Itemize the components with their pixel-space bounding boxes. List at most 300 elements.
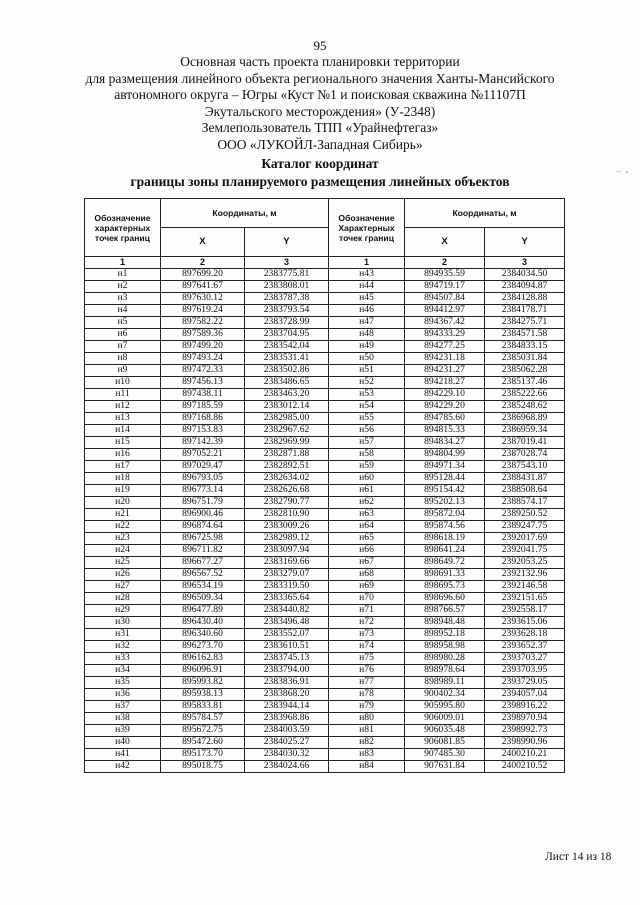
coord-y-cell: 2383319.50 — [245, 581, 329, 593]
header-designation-left: Обозначение характерных точек границ — [85, 199, 161, 257]
coord-y-cell: 2384024.66 — [245, 761, 329, 773]
table-row — [85, 641, 565, 653]
point-id-cell: н70 — [329, 593, 405, 605]
table-row — [85, 725, 565, 737]
coord-x-cell: 897029.47 — [161, 461, 245, 473]
point-id-cell: н22 — [85, 521, 161, 533]
coord-y-cell: 2398916.22 — [485, 701, 565, 713]
coord-x-cell: 896900.46 — [161, 509, 245, 521]
page-number: 95 — [313, 38, 327, 53]
coord-y-cell: 2383502.86 — [245, 365, 329, 377]
table-row — [85, 509, 565, 521]
coord-x-cell: 898696.60 — [405, 593, 485, 605]
point-id-cell: н18 — [85, 473, 161, 485]
point-id-cell: н8 — [85, 353, 161, 365]
coord-y-cell: 2400210.21 — [485, 749, 565, 761]
point-id-cell: н56 — [329, 425, 405, 437]
coord-x-cell: 896793.05 — [161, 473, 245, 485]
point-id-cell: н73 — [329, 629, 405, 641]
point-id-cell: н52 — [329, 377, 405, 389]
coordinate-table — [84, 198, 565, 773]
coord-y-cell: 2389247.75 — [485, 521, 565, 533]
point-id-cell: н55 — [329, 413, 405, 425]
coord-y-cell: 2382967.62 — [245, 425, 329, 437]
point-id-cell: н5 — [85, 317, 161, 329]
table-row — [85, 593, 565, 605]
coord-y-cell: 2382985.00 — [245, 413, 329, 425]
table-row — [85, 533, 565, 545]
coord-x-cell: 894971.34 — [405, 461, 485, 473]
table-row — [85, 281, 565, 293]
point-id-cell: н43 — [329, 269, 405, 281]
table-row — [85, 413, 565, 425]
coord-y-cell: 2383279.07 — [245, 569, 329, 581]
table-row — [85, 305, 565, 317]
table-row — [85, 557, 565, 569]
coord-x-cell: 894367.42 — [405, 317, 485, 329]
coord-x-cell: 894804.99 — [405, 449, 485, 461]
coord-y-cell: 2384003.59 — [245, 725, 329, 737]
coord-x-cell: 894507.84 — [405, 293, 485, 305]
coord-y-cell: 2383787.38 — [245, 293, 329, 305]
coord-x-cell: 897142.39 — [161, 437, 245, 449]
coord-x-cell: 896273.70 — [161, 641, 245, 653]
coord-y-cell: 2388508.64 — [485, 485, 565, 497]
coord-x-cell: 895018.75 — [161, 761, 245, 773]
table-row — [85, 677, 565, 689]
document-header — [40, 54, 600, 154]
point-id-cell: н11 — [85, 389, 161, 401]
coord-y-cell: 2393703.27 — [485, 653, 565, 665]
coord-x-cell: 894815.33 — [405, 425, 485, 437]
header-y-right: Y — [485, 228, 565, 257]
coord-x-cell: 896874.64 — [161, 521, 245, 533]
point-id-cell: н48 — [329, 329, 405, 341]
coord-x-cell: 897641.67 — [161, 281, 245, 293]
coord-y-cell: 2387019.41 — [485, 437, 565, 449]
coord-y-cell: 2383836.91 — [245, 677, 329, 689]
point-id-cell: н46 — [329, 305, 405, 317]
point-id-cell: н45 — [329, 293, 405, 305]
point-id-cell: н65 — [329, 533, 405, 545]
point-id-cell: н13 — [85, 413, 161, 425]
point-id-cell: н33 — [85, 653, 161, 665]
point-id-cell: н4 — [85, 305, 161, 317]
coord-y-cell: 2383868.20 — [245, 689, 329, 701]
coord-x-cell: 896340.60 — [161, 629, 245, 641]
coord-x-cell: 896509.34 — [161, 593, 245, 605]
coord-x-cell: 894333.29 — [405, 329, 485, 341]
table-row — [85, 485, 565, 497]
coord-y-cell: 2383486.65 — [245, 377, 329, 389]
point-id-cell: н58 — [329, 449, 405, 461]
coord-x-cell: 894935.59 — [405, 269, 485, 281]
table-row — [85, 689, 565, 701]
point-id-cell: н42 — [85, 761, 161, 773]
coord-x-cell: 897456.13 — [161, 377, 245, 389]
point-id-cell: н19 — [85, 485, 161, 497]
point-id-cell: н67 — [329, 557, 405, 569]
table-row — [85, 389, 565, 401]
coord-x-cell: 895154.42 — [405, 485, 485, 497]
table-row — [85, 473, 565, 485]
table-row — [85, 617, 565, 629]
coord-y-cell: 2384128.88 — [485, 293, 565, 305]
coord-y-cell: 2383463.20 — [245, 389, 329, 401]
coord-y-cell: 2386959.34 — [485, 425, 565, 437]
table-row — [85, 569, 565, 581]
point-id-cell: н72 — [329, 617, 405, 629]
coord-y-cell: 2393615.06 — [485, 617, 565, 629]
point-id-cell: н17 — [85, 461, 161, 473]
coord-y-cell: 2398990.96 — [485, 737, 565, 749]
coord-x-cell: 894229.10 — [405, 389, 485, 401]
point-id-cell: н51 — [329, 365, 405, 377]
point-id-cell: н60 — [329, 473, 405, 485]
point-id-cell: н41 — [85, 749, 161, 761]
coord-x-cell: 896677.27 — [161, 557, 245, 569]
point-id-cell: н75 — [329, 653, 405, 665]
coord-y-cell: 2382790.77 — [245, 497, 329, 509]
coord-y-cell: 2385031.84 — [485, 353, 565, 365]
coord-y-cell: 2392132.96 — [485, 569, 565, 581]
point-id-cell: н57 — [329, 437, 405, 449]
coord-x-cell: 897582.22 — [161, 317, 245, 329]
coord-x-cell: 894231.27 — [405, 365, 485, 377]
coord-y-cell: 2383944.14 — [245, 701, 329, 713]
coord-x-cell: 897493.24 — [161, 353, 245, 365]
point-id-cell: н47 — [329, 317, 405, 329]
point-id-cell: н39 — [85, 725, 161, 737]
coord-x-cell: 895872.04 — [405, 509, 485, 521]
header-line: Основная часть проекта планировки территории — [180, 54, 460, 69]
coord-y-cell: 2387543.10 — [485, 461, 565, 473]
header-line: Экутальского месторождения» (У-2348) — [204, 103, 436, 119]
table-row — [85, 749, 565, 761]
coord-x-cell: 894277.25 — [405, 341, 485, 353]
coord-x-cell: 895993.82 — [161, 677, 245, 689]
coord-y-cell: 2384034.50 — [485, 269, 565, 281]
point-id-cell: н76 — [329, 665, 405, 677]
point-id-cell: н6 — [85, 329, 161, 341]
coord-x-cell: 898958.98 — [405, 641, 485, 653]
coord-x-cell: 896477.89 — [161, 605, 245, 617]
point-id-cell: н63 — [329, 509, 405, 521]
coord-y-cell: 2385137.46 — [485, 377, 565, 389]
coord-y-cell: 2383794.00 — [245, 665, 329, 677]
point-id-cell: н35 — [85, 677, 161, 689]
coord-x-cell: 898695.73 — [405, 581, 485, 593]
coord-x-cell: 897438.11 — [161, 389, 245, 401]
coord-y-cell: 2383365.64 — [245, 593, 329, 605]
point-id-cell: н40 — [85, 737, 161, 749]
point-id-cell: н15 — [85, 437, 161, 449]
coord-y-cell: 2382871.88 — [245, 449, 329, 461]
header-designation-right: Обозначение Характерных точек границ — [329, 199, 405, 257]
catalog-title — [60, 155, 580, 190]
point-id-cell: н44 — [329, 281, 405, 293]
coord-y-cell: 2392017.69 — [485, 533, 565, 545]
coord-x-cell: 898948.48 — [405, 617, 485, 629]
point-id-cell: н24 — [85, 545, 161, 557]
header-y-left: Y — [245, 228, 329, 257]
header-line: автономного округа – Югры «Куст №1 и поисковая скважина №11107П — [114, 87, 526, 103]
coord-x-cell: 896430.40 — [161, 617, 245, 629]
coord-x-cell: 897472.33 — [161, 365, 245, 377]
sheet-footer: Лист 14 из 18 — [545, 851, 612, 863]
point-id-cell: н9 — [85, 365, 161, 377]
point-id-cell: н27 — [85, 581, 161, 593]
coord-y-cell: 2383531.41 — [245, 353, 329, 365]
coord-x-cell: 894218.27 — [405, 377, 485, 389]
table-row — [85, 341, 565, 353]
coord-x-cell: 895784.57 — [161, 713, 245, 725]
coord-x-cell: 898618.19 — [405, 533, 485, 545]
coord-x-cell: 894834.27 — [405, 437, 485, 449]
coord-x-cell: 906081.85 — [405, 737, 485, 749]
coord-x-cell: 894229.20 — [405, 401, 485, 413]
coord-y-cell: 2392146.58 — [485, 581, 565, 593]
coord-x-cell: 895874.56 — [405, 521, 485, 533]
table-row — [85, 629, 565, 641]
header-line: ООО «ЛУКОЙЛ-Западная Сибирь» — [217, 136, 423, 152]
margin-mark: ⁻ ⠂ — [616, 168, 633, 180]
coord-x-cell: 905995.80 — [405, 701, 485, 713]
coord-y-cell: 2385222.66 — [485, 389, 565, 401]
coord-y-cell: 2383440.82 — [245, 605, 329, 617]
index-cell: 3 — [245, 257, 329, 269]
point-id-cell: н50 — [329, 353, 405, 365]
table-row — [85, 425, 565, 437]
point-id-cell: н69 — [329, 581, 405, 593]
coord-y-cell: 2383542.04 — [245, 341, 329, 353]
table-row — [85, 665, 565, 677]
point-id-cell: н25 — [85, 557, 161, 569]
coord-y-cell: 2383097.94 — [245, 545, 329, 557]
point-id-cell: н82 — [329, 737, 405, 749]
coord-x-cell: 898691.33 — [405, 569, 485, 581]
point-id-cell: н21 — [85, 509, 161, 521]
header-coordinates-right: Координаты, м — [405, 199, 565, 228]
coord-x-cell: 896711.82 — [161, 545, 245, 557]
point-id-cell: н61 — [329, 485, 405, 497]
point-id-cell: н79 — [329, 701, 405, 713]
point-id-cell: н29 — [85, 605, 161, 617]
point-id-cell: н14 — [85, 425, 161, 437]
coord-x-cell: 895833.81 — [161, 701, 245, 713]
point-id-cell: н54 — [329, 401, 405, 413]
title-line: границы зоны планируемого размещения линейных объектов — [130, 173, 510, 189]
coord-x-cell: 896773.14 — [161, 485, 245, 497]
coord-x-cell: 897185.59 — [161, 401, 245, 413]
coord-x-cell: 897699.20 — [161, 269, 245, 281]
coord-x-cell: 897630.12 — [161, 293, 245, 305]
coord-y-cell: 2393703.95 — [485, 665, 565, 677]
table-row — [85, 545, 565, 557]
coord-y-cell: 2383496.48 — [245, 617, 329, 629]
point-id-cell: н2 — [85, 281, 161, 293]
point-id-cell: н80 — [329, 713, 405, 725]
point-id-cell: н36 — [85, 689, 161, 701]
table-row — [85, 293, 565, 305]
coord-y-cell: 2383169.66 — [245, 557, 329, 569]
coord-y-cell: 2384571.58 — [485, 329, 565, 341]
point-id-cell: н38 — [85, 713, 161, 725]
coord-y-cell: 2382810.90 — [245, 509, 329, 521]
point-id-cell: н3 — [85, 293, 161, 305]
title-line: Каталог координат — [261, 156, 379, 171]
table-row — [85, 401, 565, 413]
coord-x-cell: 894231.18 — [405, 353, 485, 365]
point-id-cell: н32 — [85, 641, 161, 653]
coord-x-cell: 896725.98 — [161, 533, 245, 545]
table-row — [85, 713, 565, 725]
coord-x-cell: 897052.21 — [161, 449, 245, 461]
coord-y-cell: 2383552.07 — [245, 629, 329, 641]
coord-y-cell: 2385248.62 — [485, 401, 565, 413]
coord-x-cell: 894412.97 — [405, 305, 485, 317]
coord-y-cell: 2382634.02 — [245, 473, 329, 485]
point-id-cell: н20 — [85, 497, 161, 509]
coord-x-cell: 896567.52 — [161, 569, 245, 581]
table-row — [85, 437, 565, 449]
index-cell: 3 — [485, 257, 565, 269]
point-id-cell: н84 — [329, 761, 405, 773]
table-row — [85, 449, 565, 461]
coord-y-cell: 2383009.26 — [245, 521, 329, 533]
point-id-cell: н26 — [85, 569, 161, 581]
point-id-cell: н10 — [85, 377, 161, 389]
table-row — [85, 269, 565, 281]
point-id-cell: н81 — [329, 725, 405, 737]
coord-x-cell: 907631.84 — [405, 761, 485, 773]
coord-y-cell: 2394057.04 — [485, 689, 565, 701]
coord-y-cell: 2382969.99 — [245, 437, 329, 449]
table-row — [85, 521, 565, 533]
point-id-cell: н28 — [85, 593, 161, 605]
coord-x-cell: 896534.19 — [161, 581, 245, 593]
coord-y-cell: 2383808.01 — [245, 281, 329, 293]
point-id-cell: н62 — [329, 497, 405, 509]
coord-x-cell: 900402.34 — [405, 689, 485, 701]
coord-y-cell: 2398992.73 — [485, 725, 565, 737]
point-id-cell: н71 — [329, 605, 405, 617]
coord-y-cell: 2388431.87 — [485, 473, 565, 485]
header-coordinates-left: Координаты, м — [161, 199, 329, 228]
coord-x-cell: 895938.13 — [161, 689, 245, 701]
table-row — [85, 737, 565, 749]
point-id-cell: н78 — [329, 689, 405, 701]
coord-y-cell: 2387028.74 — [485, 449, 565, 461]
coord-y-cell: 2384094.87 — [485, 281, 565, 293]
coord-x-cell: 897619.24 — [161, 305, 245, 317]
coord-y-cell: 2393729.05 — [485, 677, 565, 689]
coord-y-cell: 2398970.94 — [485, 713, 565, 725]
table-row — [85, 377, 565, 389]
coord-x-cell: 896096.91 — [161, 665, 245, 677]
coord-y-cell: 2393652.37 — [485, 641, 565, 653]
point-id-cell: н31 — [85, 629, 161, 641]
coord-y-cell: 2382626.68 — [245, 485, 329, 497]
coord-x-cell: 896162.83 — [161, 653, 245, 665]
coord-y-cell: 2384275.71 — [485, 317, 565, 329]
coord-x-cell: 898989.11 — [405, 677, 485, 689]
point-id-cell: н16 — [85, 449, 161, 461]
table-row — [85, 353, 565, 365]
point-id-cell: н12 — [85, 401, 161, 413]
coord-x-cell: 895173.70 — [161, 749, 245, 761]
index-cell: 2 — [405, 257, 485, 269]
point-id-cell: н49 — [329, 341, 405, 353]
coord-x-cell: 894785.60 — [405, 413, 485, 425]
point-id-cell: н59 — [329, 461, 405, 473]
coord-x-cell: 894719.17 — [405, 281, 485, 293]
point-id-cell: н34 — [85, 665, 161, 677]
coord-x-cell: 897168.86 — [161, 413, 245, 425]
point-id-cell: н74 — [329, 641, 405, 653]
coord-y-cell: 2388574.17 — [485, 497, 565, 509]
coord-x-cell: 907485.30 — [405, 749, 485, 761]
coord-y-cell: 2383610.51 — [245, 641, 329, 653]
coord-x-cell: 896751.79 — [161, 497, 245, 509]
coord-x-cell: 895128.44 — [405, 473, 485, 485]
index-cell: 1 — [329, 257, 405, 269]
coord-y-cell: 2392053.25 — [485, 557, 565, 569]
point-id-cell: н53 — [329, 389, 405, 401]
coord-x-cell: 897499.20 — [161, 341, 245, 353]
coord-x-cell: 898978.64 — [405, 665, 485, 677]
point-id-cell: н66 — [329, 545, 405, 557]
coord-x-cell: 898766.57 — [405, 605, 485, 617]
table-row — [85, 317, 565, 329]
coord-y-cell: 2389250.52 — [485, 509, 565, 521]
point-id-cell: н23 — [85, 533, 161, 545]
table-row — [85, 701, 565, 713]
coord-y-cell: 2386968.89 — [485, 413, 565, 425]
coordinate-catalog — [84, 198, 564, 773]
coord-y-cell: 2392558.17 — [485, 605, 565, 617]
coord-y-cell: 2393628.18 — [485, 629, 565, 641]
table-row — [85, 365, 565, 377]
point-id-cell: н83 — [329, 749, 405, 761]
point-id-cell: н37 — [85, 701, 161, 713]
coord-y-cell: 2383968.86 — [245, 713, 329, 725]
coord-x-cell: 895672.75 — [161, 725, 245, 737]
coord-y-cell: 2384030.32 — [245, 749, 329, 761]
coord-y-cell: 2384833.15 — [485, 341, 565, 353]
point-id-cell: н64 — [329, 521, 405, 533]
table-row — [85, 461, 565, 473]
point-id-cell: н7 — [85, 341, 161, 353]
coord-y-cell: 2382989.12 — [245, 533, 329, 545]
coord-x-cell: 898649.72 — [405, 557, 485, 569]
coord-y-cell: 2383775.81 — [245, 269, 329, 281]
coord-y-cell: 2400210.52 — [485, 761, 565, 773]
coord-x-cell: 897589.36 — [161, 329, 245, 341]
coord-y-cell: 2383728.99 — [245, 317, 329, 329]
coord-x-cell: 906009.01 — [405, 713, 485, 725]
table-row — [85, 761, 565, 773]
coord-y-cell: 2383793.54 — [245, 305, 329, 317]
coord-y-cell: 2383704.95 — [245, 329, 329, 341]
table-row — [85, 653, 565, 665]
coord-x-cell: 898641.24 — [405, 545, 485, 557]
coord-y-cell: 2383745.13 — [245, 653, 329, 665]
coord-y-cell: 2382892.51 — [245, 461, 329, 473]
point-id-cell: н77 — [329, 677, 405, 689]
header-x-left: X — [161, 228, 245, 257]
table-row — [85, 329, 565, 341]
